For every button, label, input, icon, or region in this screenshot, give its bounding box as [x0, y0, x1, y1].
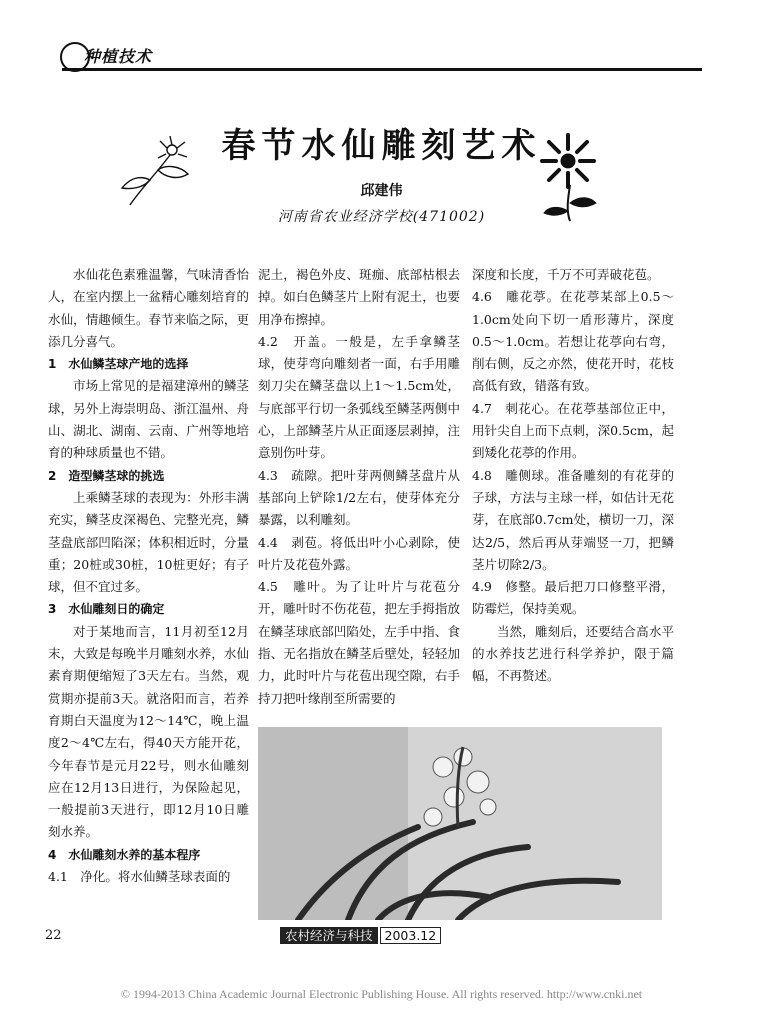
section-heading: 4 水仙雕刻水养的基本程序: [48, 847, 201, 862]
paragraph: 4.2 开盖。一般是，左手拿鳞茎球，使芽弯向雕刻者一面，右手用雕刻刀尖在鳞茎盘以上1～1.5cm处，与底部平行切一条弧线至鳞茎两侧中心，上部鳞茎片从正面逐层剥掉，注意别伤叶芽。: [258, 333, 460, 461]
paragraph: 4.8 雕侧球。准备雕刻的有花芽的子球，方法与主球一样，如估计无花芽，在底部0.7cm处，横切一刀，深达2/5，然后再从芽端竖一刀，把鳞茎片切除2/3。: [472, 467, 674, 572]
paragraph: 4.4 剥苞。将低出叶小心剥除，使叶片及花苞外露。: [258, 534, 460, 572]
paragraph: 水仙花色素雅温馨，气味清香怡人，在室内摆上一盆精心雕刻培育的水仙，情趣倾生。春节来临之际，更添几分喜气。: [48, 267, 249, 349]
author-affiliation: 河南省农业经济学校(471002): [277, 209, 486, 225]
paragraph: 4.9 修整。最后把刀口修整平滑，防霉烂，保持美观。: [472, 579, 674, 617]
paragraph: 对于某地而言，11月初至12月末，大致是每晚半月雕刻水养，水仙素育期便缩短了3天左右。当然，观赏期亦提前3天。就洛阳而言，若养育期白天温度为12～14℃，晚上温度2～4℃左右，得40天方能开花，今年春节是元月22号，则水仙雕刻应在12月13日进行，为保险起见，一般提前3天进行，即12月10日雕刻水养。: [48, 623, 249, 840]
narcissus-photo: [258, 727, 662, 920]
journal-issue: 2003.12: [380, 927, 442, 944]
section-heading: 2 造型鳞茎球的挑选: [48, 468, 165, 483]
paragraph: 4.3 疏隙。把叶芽两侧鳞茎盘片从基部向上铲除1/2左右，使芽体充分暴露，以利雕刻。: [258, 467, 460, 528]
section-label: 种植技术: [84, 47, 153, 66]
paragraph: 4.7 刺花心。在花葶基部位正中，用针尖自上而下点刺，深0.5cm，起到矮化花葶的作用。: [472, 400, 674, 461]
section-heading: 1 水仙鳞茎球产地的选择: [48, 357, 189, 372]
journal-name: 农村经济与科技: [280, 927, 378, 944]
journal-info: [280, 926, 441, 944]
paragraph: 当然，雕刻后，还要结合高水平的水养技艺进行科学养护，限于篇幅，不再赘述。: [472, 623, 674, 684]
text-column-2: [258, 264, 460, 710]
text-column-1: [48, 264, 249, 888]
paragraph: 上乘鳞茎球的表现为：外形丰满充实，鳞茎皮深褐色、完整光亮，鳞茎盘底部凹陷深；体积相近时，分量重；20桩或30桩，10桩更好；有子球，但不宜过多。: [48, 489, 249, 595]
paragraph: 4.1 净化。将水仙鳞茎球表面的: [48, 869, 231, 885]
paragraph: 4.6 雕花葶。在花葶某部上0.5～1.0cm处向下切一盾形薄片，深度0.5～1.0cm。若想让花葶向右弯，削右侧，反之亦然，使花开时，花枝高低有致，错落有致。: [472, 289, 674, 394]
copyright-footer: © 1994-2013 China Academic Journal Electronic Publishing House. All rights reserved. http://www.cnki.net: [120, 987, 643, 1001]
article-author: 邱建伟: [360, 183, 403, 199]
paragraph: 4.5 雕叶。为了让叶片与花苞分开，雕叶时不伤花苞，把左手拇指放在鳞茎球底部凹陷处，左手中指、食指、无名指放在鳞茎后壁处，轻轻加力，此时叶片与花苞出现空隙，右手持刀把叶缘削至所需要的: [258, 579, 460, 706]
paragraph: 深度和长度，千万不可弄破花苞。: [472, 267, 660, 282]
section-heading: 3 水仙雕刻日的确定: [48, 602, 165, 617]
paragraph: 市场上常见的是福建漳州的鳞茎球，另外上海崇明岛、浙江温州、舟山、湖北、湖南、云南、广州等地培育的种球质量也不错。: [48, 378, 249, 461]
page-number: 22: [45, 928, 62, 943]
article-title: 春节水仙雕刻艺术: [221, 126, 542, 166]
paragraph: 泥土，褐色外皮、斑痂、底部枯根去掉。如白色鳞茎片上附有泥土，也要用净布擦掉。: [258, 267, 460, 327]
text-column-3: [472, 264, 674, 688]
header-rule: [62, 68, 702, 71]
